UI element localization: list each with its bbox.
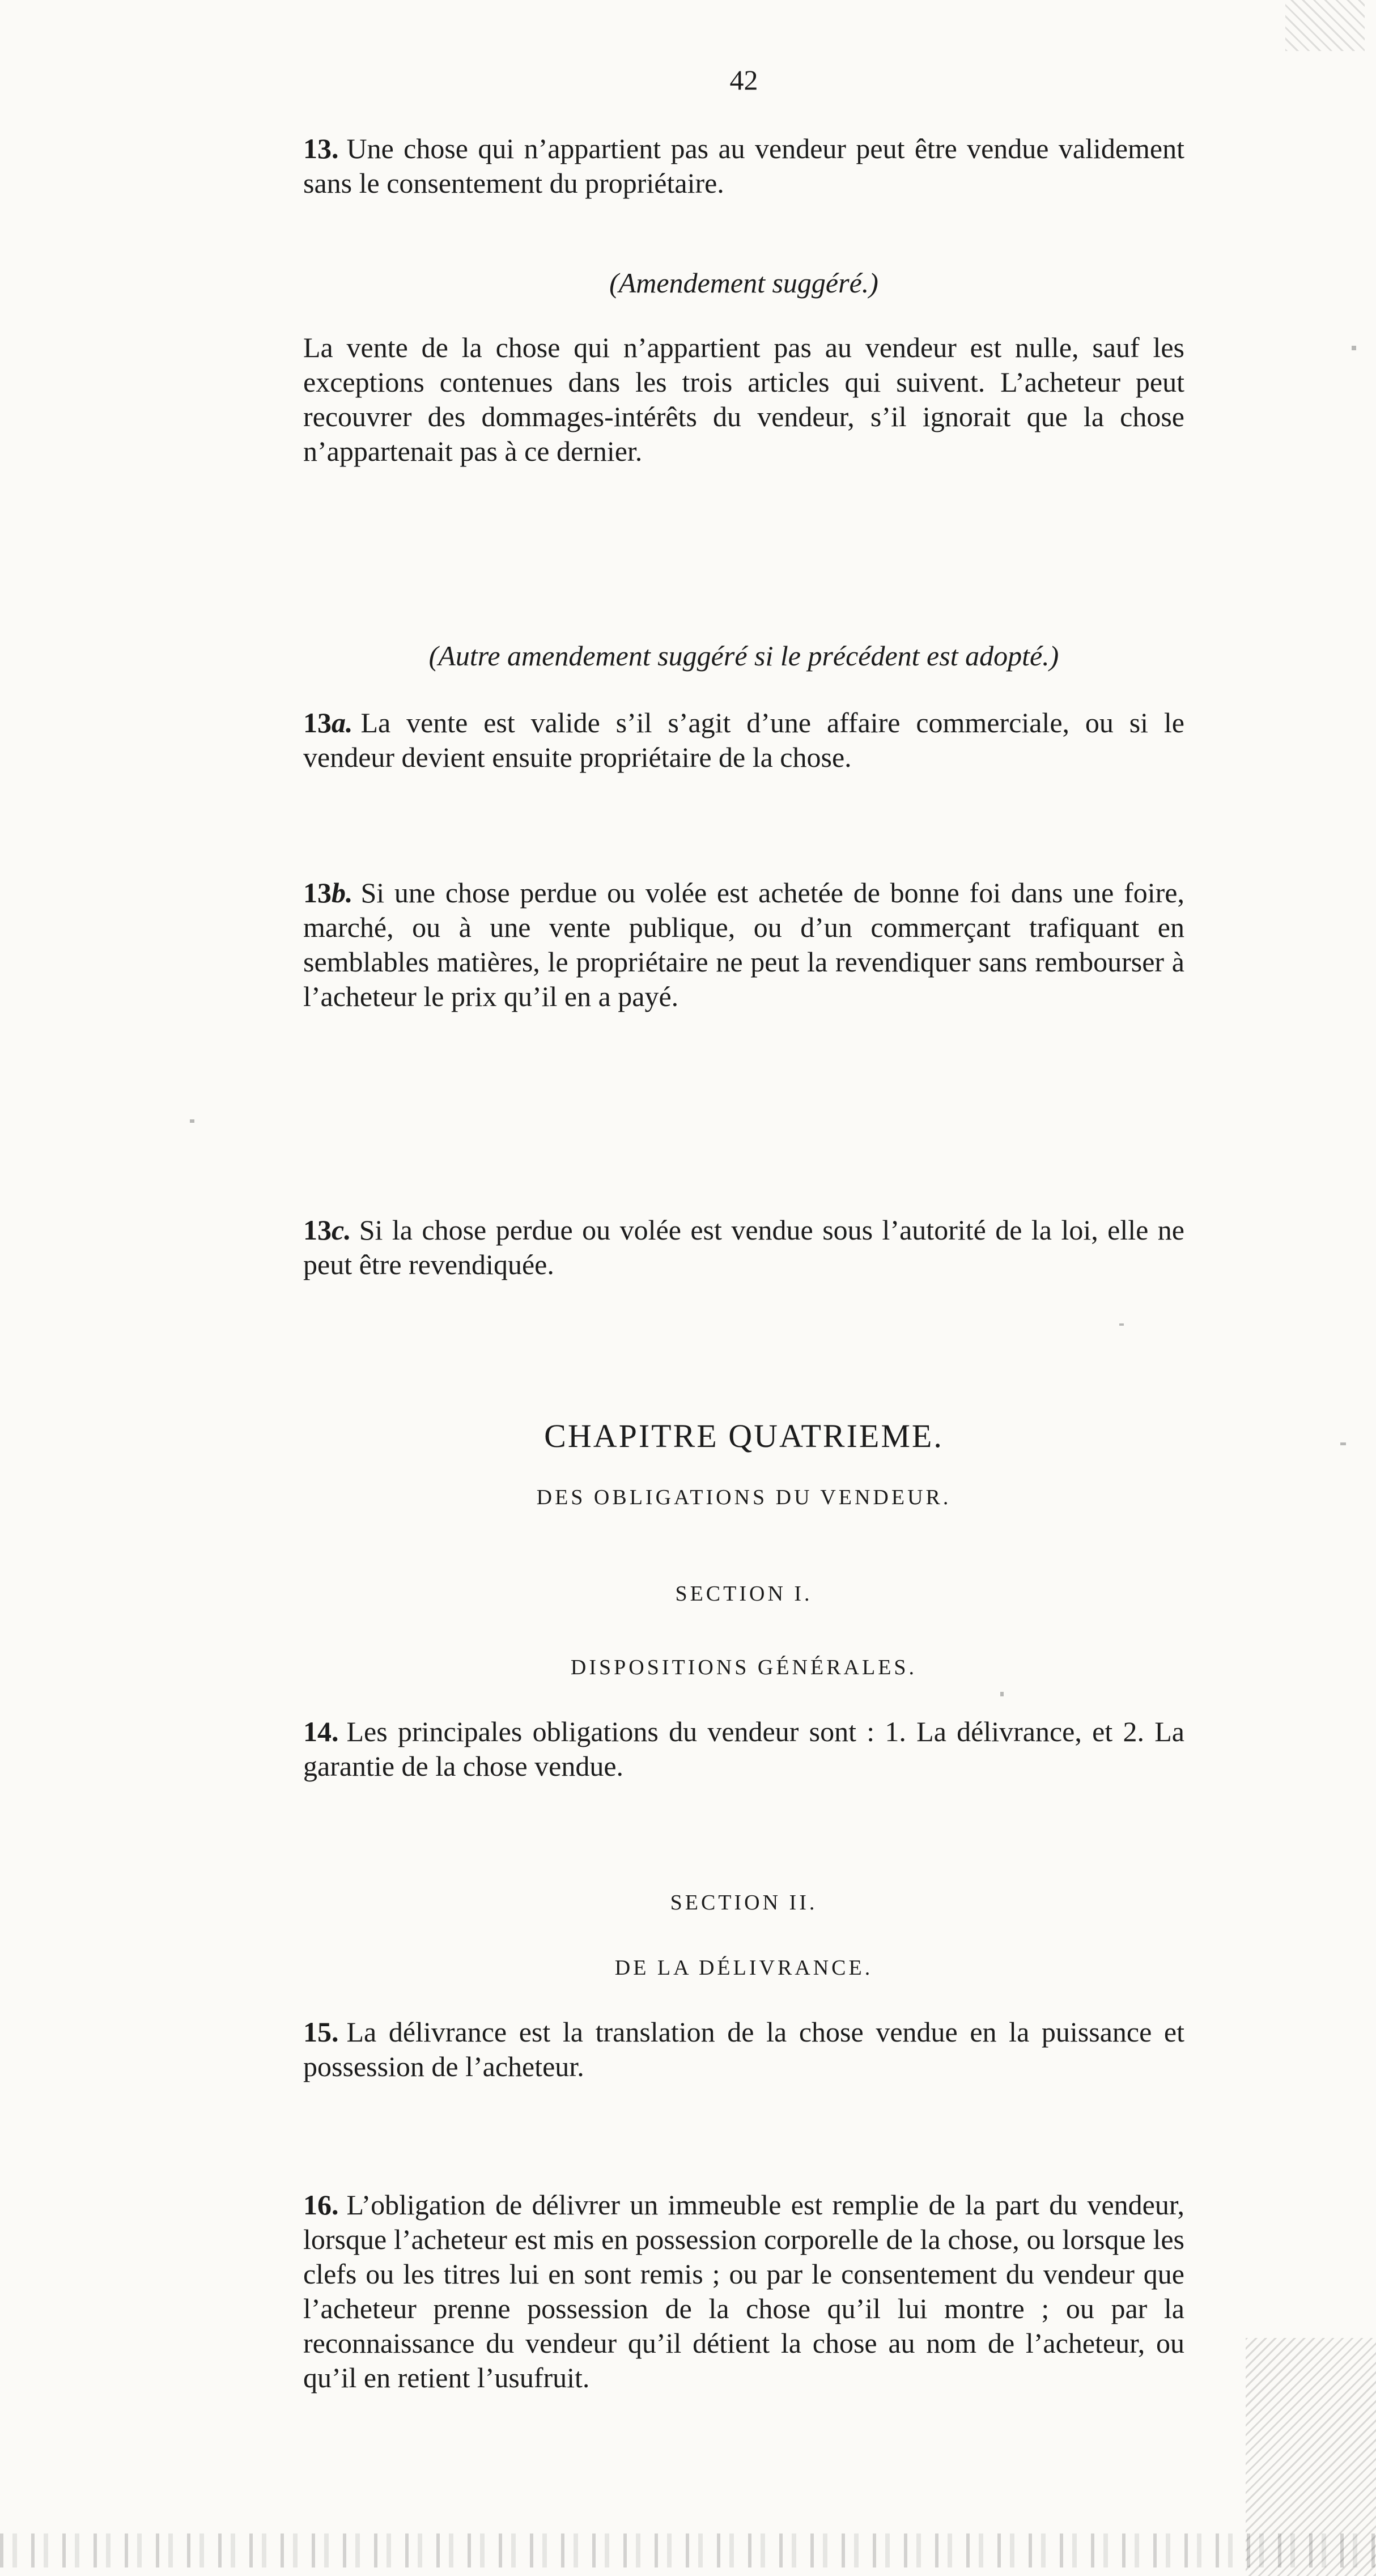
article-15-text: La délivrance est la translation de la chose vendue en la puissance et possession de l’acheteur. — [303, 2016, 1184, 2082]
article-14-number: 14. — [303, 1716, 339, 1747]
section-1-title: SECTION I. — [675, 1582, 813, 1606]
article-13b — [303, 876, 1184, 1014]
article-16-number: 16. — [303, 2189, 339, 2221]
article-13b-number: 13b. — [303, 877, 353, 909]
article-13c-number: 13c. — [303, 1214, 351, 1246]
section-2-subtitle: DE LA DÉLIVRANCE. — [614, 1956, 873, 1980]
amendment-heading: (Amendement suggéré.) — [609, 267, 878, 299]
article-14 — [303, 1714, 1184, 1784]
article-13b-text: Si une chose perdue ou volée est achetée de bonne foi dans une foire, marché, ou à une vente publique, ou d’un commerçant trafiquant en semblables matières, le propriétaire ne peut la revendiquer sans rembourser à l’acheteur le prix qu’il en a payé. — [303, 877, 1184, 1012]
article-13 — [303, 131, 1184, 201]
scan-noise-top-corner — [1285, 0, 1365, 51]
chapter-title: CHAPITRE QUATRIEME. — [544, 1418, 944, 1454]
page-number: 42 — [729, 64, 758, 96]
article-13a-text: La vente est valide s’il s’agit d’une affaire commerciale, ou si le vendeur devient ensuite propriétaire de la chose. — [303, 707, 1184, 773]
article-14-text: Les principales obligations du vendeur sont : 1. La délivrance, et 2. La garantie de la chose vendue. — [303, 1716, 1184, 1782]
article-15-number: 15. — [303, 2016, 339, 2048]
article-13a-number: 13a. — [303, 707, 353, 739]
scan-speck — [1352, 346, 1356, 350]
article-15 — [303, 2015, 1184, 2084]
scan-noise-bottom-edge — [0, 2533, 1376, 2567]
chapter-subtitle: DES OBLIGATIONS DU VENDEUR. — [536, 1486, 952, 1509]
amendment-text: La vente de la chose qui n’appartient pas au vendeur est nulle, sauf les exceptions contenues dans les trois articles qui suivent. L’acheteur peut recouvrer des dommages-intérêts du vendeur, s’il ignorait que la chose n’appartenait pas à ce dernier. — [303, 332, 1184, 467]
scan-speck — [1119, 1323, 1124, 1326]
article-13a — [303, 706, 1184, 775]
article-13c-text: Si la chose perdue ou volée est vendue sous l’autorité de la loi, elle ne peut être revendiquée. — [303, 1214, 1184, 1280]
section-2-title: SECTION II. — [670, 1891, 818, 1915]
article-16 — [303, 2188, 1184, 2395]
scan-speck — [1000, 1692, 1004, 1696]
article-13c — [303, 1213, 1184, 1282]
article-13-text: Une chose qui n’appartient pas au vendeur peut être vendue validement sans le consentement du propriétaire. — [303, 133, 1184, 199]
other-amendment-heading: (Autre amendement suggéré si le précédent est adopté.) — [428, 640, 1059, 672]
scan-speck — [190, 1119, 194, 1123]
scan-speck — [1340, 1442, 1346, 1445]
article-16-text: L’obligation de délivrer un immeuble est remplie de la part du vendeur, lorsque l’acheteur est mis en possession corporelle de la chose, ou lorsque les clefs ou les titres lui en sont remis ; ou par le consentement du vendeur que l’acheteur prenne possession de la chose qu’il lui montre ; ou par la reconnaissance du vendeur qu’il détient la chose au nom de l’acheteur, ou qu’il en retient l’usufruit. — [303, 2189, 1184, 2393]
section-1-subtitle: DISPOSITIONS GÉNÉRALES. — [570, 1656, 918, 1679]
article-13-number: 13. — [303, 133, 339, 164]
